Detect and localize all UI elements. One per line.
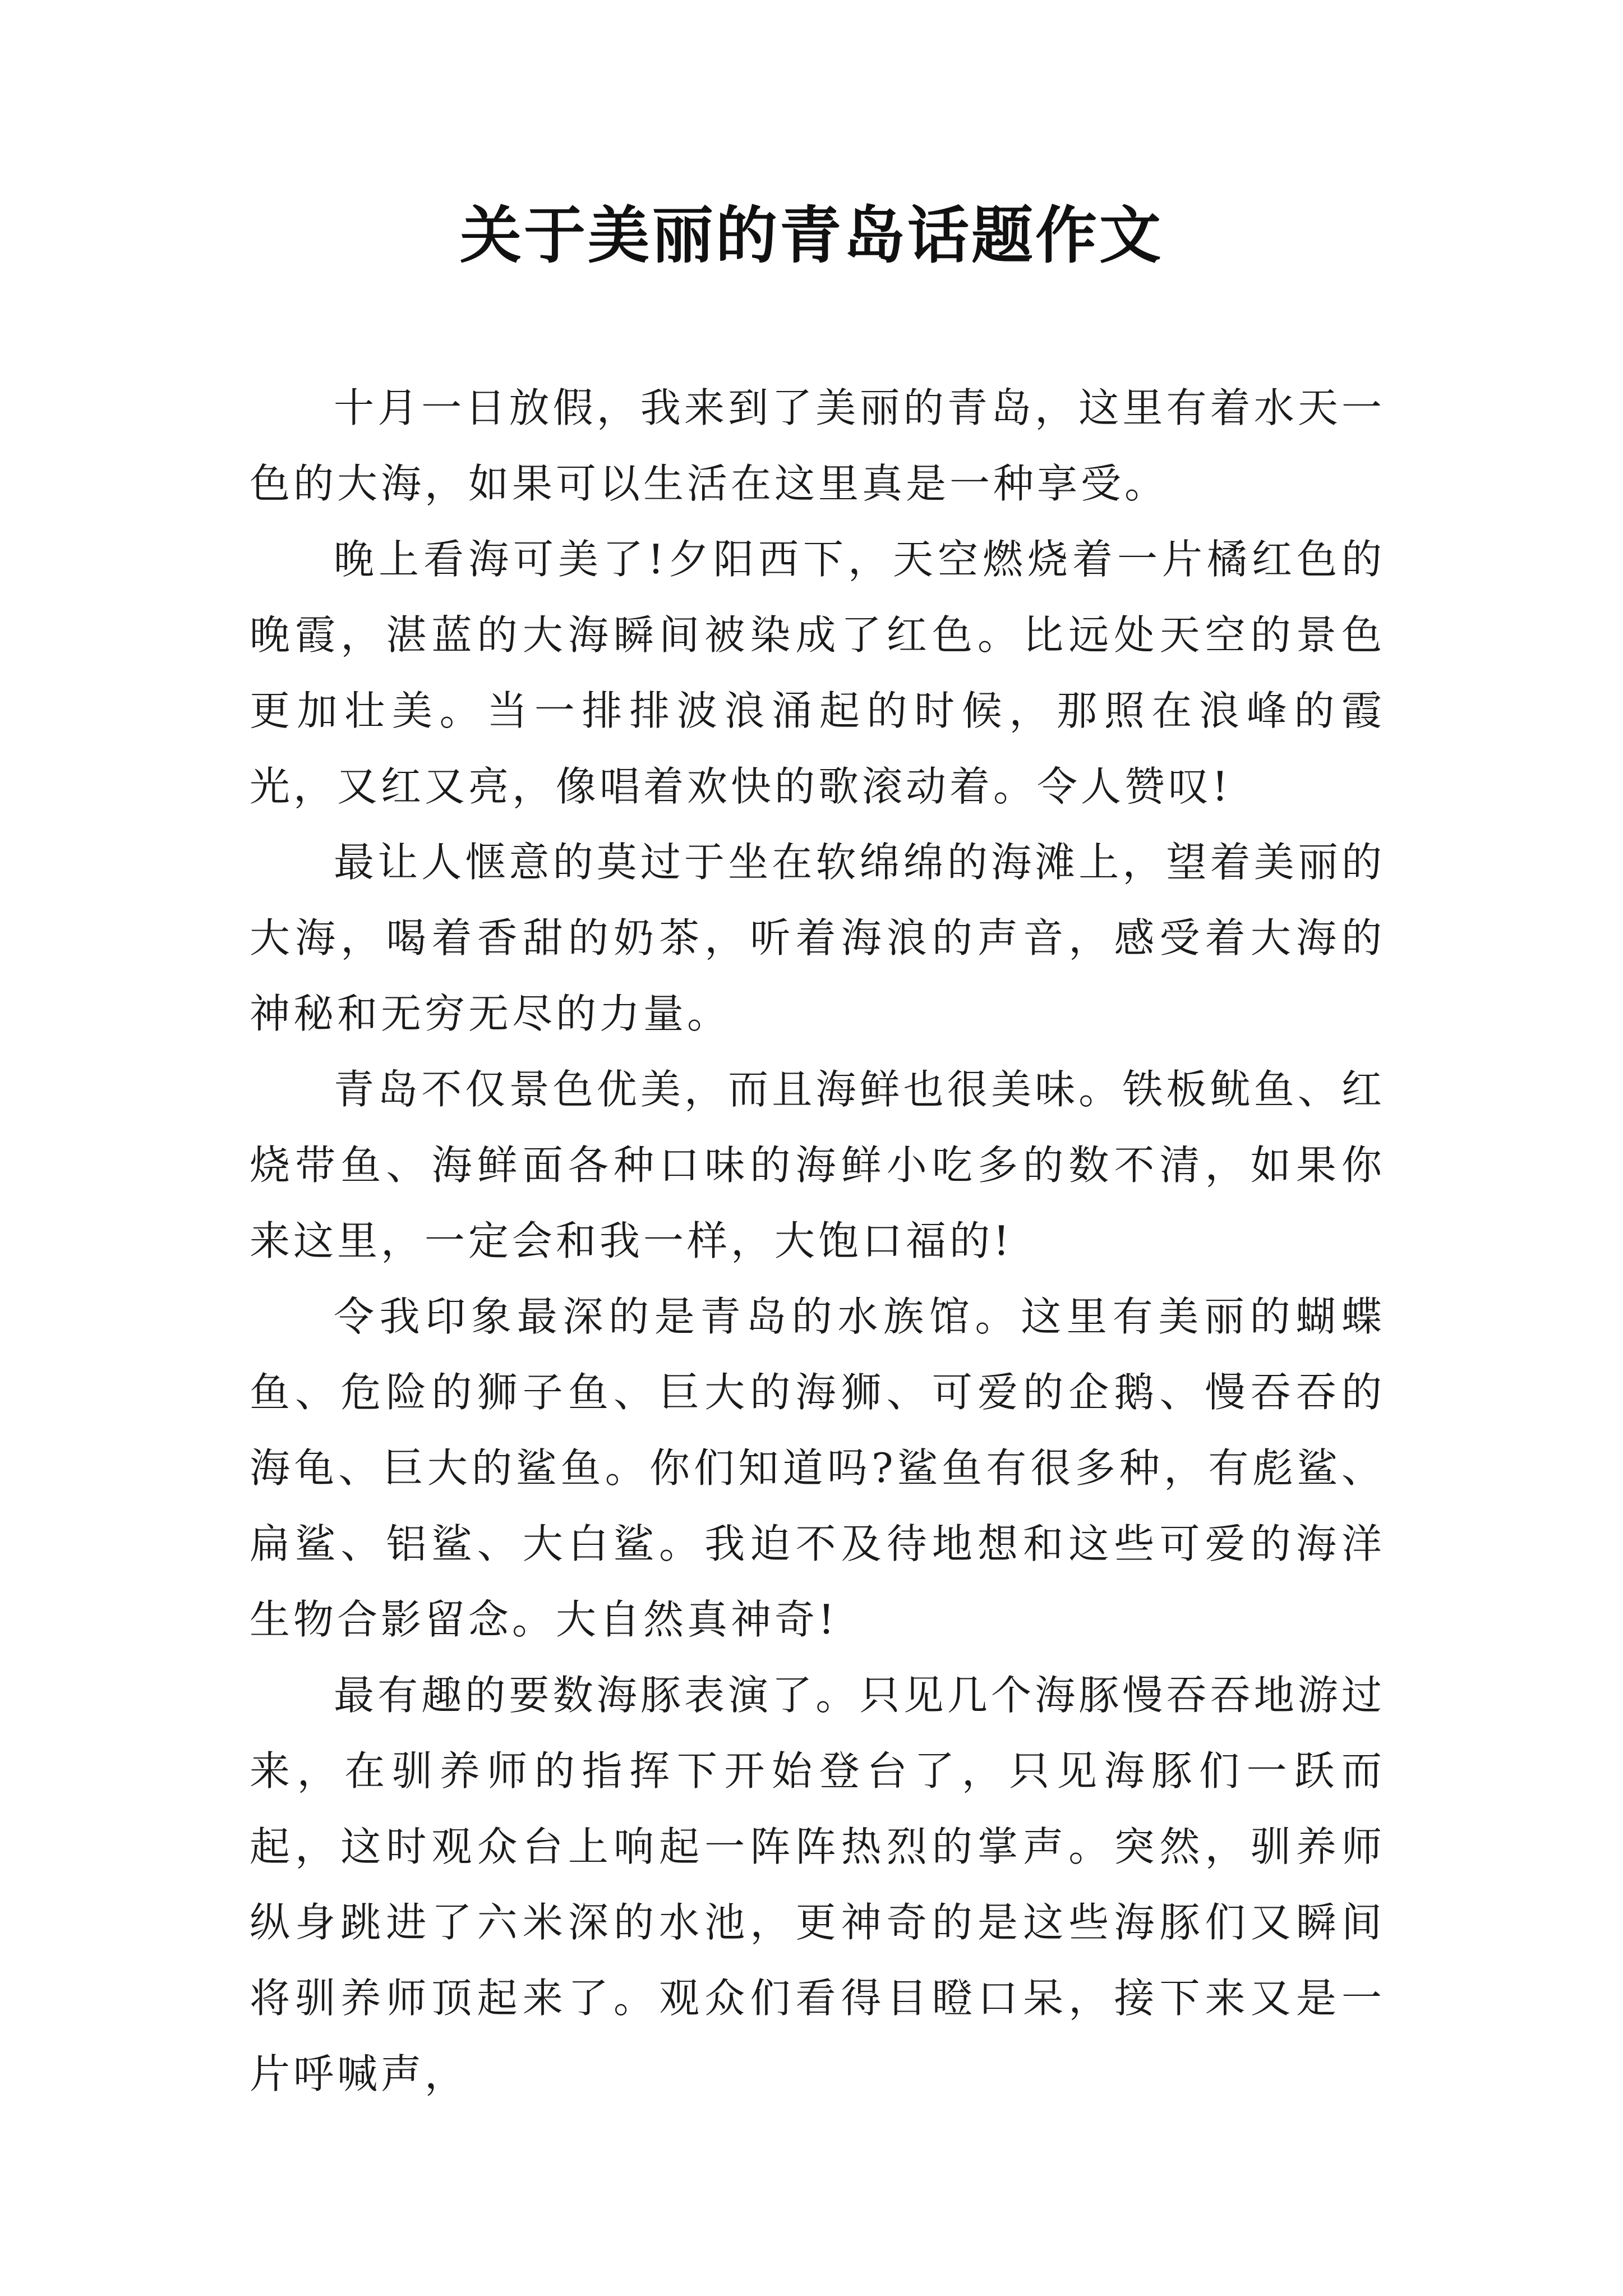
paragraph-4: 青岛不仅景色优美，而且海鲜也很美味。铁板鱿鱼、红烧带鱼、海鲜面各种口味的海鲜小吃多的数不清，如果你来这里，一定会和我一样，大饱口福的! [250,1066,1385,1264]
document-body [250,370,1385,2112]
paragraph-1: 十月一日放假，我来到了美丽的青岛，这里有着水天一色的大海，如果可以生活在这里真是一种享受。 [250,384,1385,507]
document-title: 关于美丽的青岛话题作文 [460,199,1163,272]
paragraph-2: 晚上看海可美了!夕阳西下，天空燃烧着一片橘红色的晚霞，湛蓝的大海瞬间被染成了红色。比远处天空的景色更加壮美。当一排排波浪涌起的时候，那照在浪峰的霞光，又红又亮，像唱着欢快的歌滚动着。令人赞叹! [250,536,1385,810]
paragraph-3: 最让人惬意的莫过于坐在软绵绵的海滩上，望着美丽的大海，喝着香甜的奶茶，听着海浪的声音，感受着大海的神秘和无穷无尽的力量。 [250,839,1385,1037]
paragraph-5: 令我印象最深的是青岛的水族馆。这里有美丽的蝴蝶鱼、危险的狮子鱼、巨大的海狮、可爱的企鹅、慢吞吞的海龟、巨大的鲨鱼。你们知道吗?鲨鱼有很多种，有彪鲨、扁鲨、铝鲨、大白鲨。我迫不及待地想和这些可爱的海洋生物合影留念。大自然真神奇! [250,1293,1385,1643]
paragraph-6: 最有趣的要数海豚表演了。只见几个海豚慢吞吞地游过来，在驯养师的指挥下开始登台了，只见海豚们一跃而起，这时观众台上响起一阵阵热烈的掌声。突然，驯养师纵身跳进了六米深的水池，更神奇的是这些海豚们又瞬间将驯养师顶起来了。观众们看得目瞪口呆，接下来又是一片呼喊声， [250,1672,1385,2097]
